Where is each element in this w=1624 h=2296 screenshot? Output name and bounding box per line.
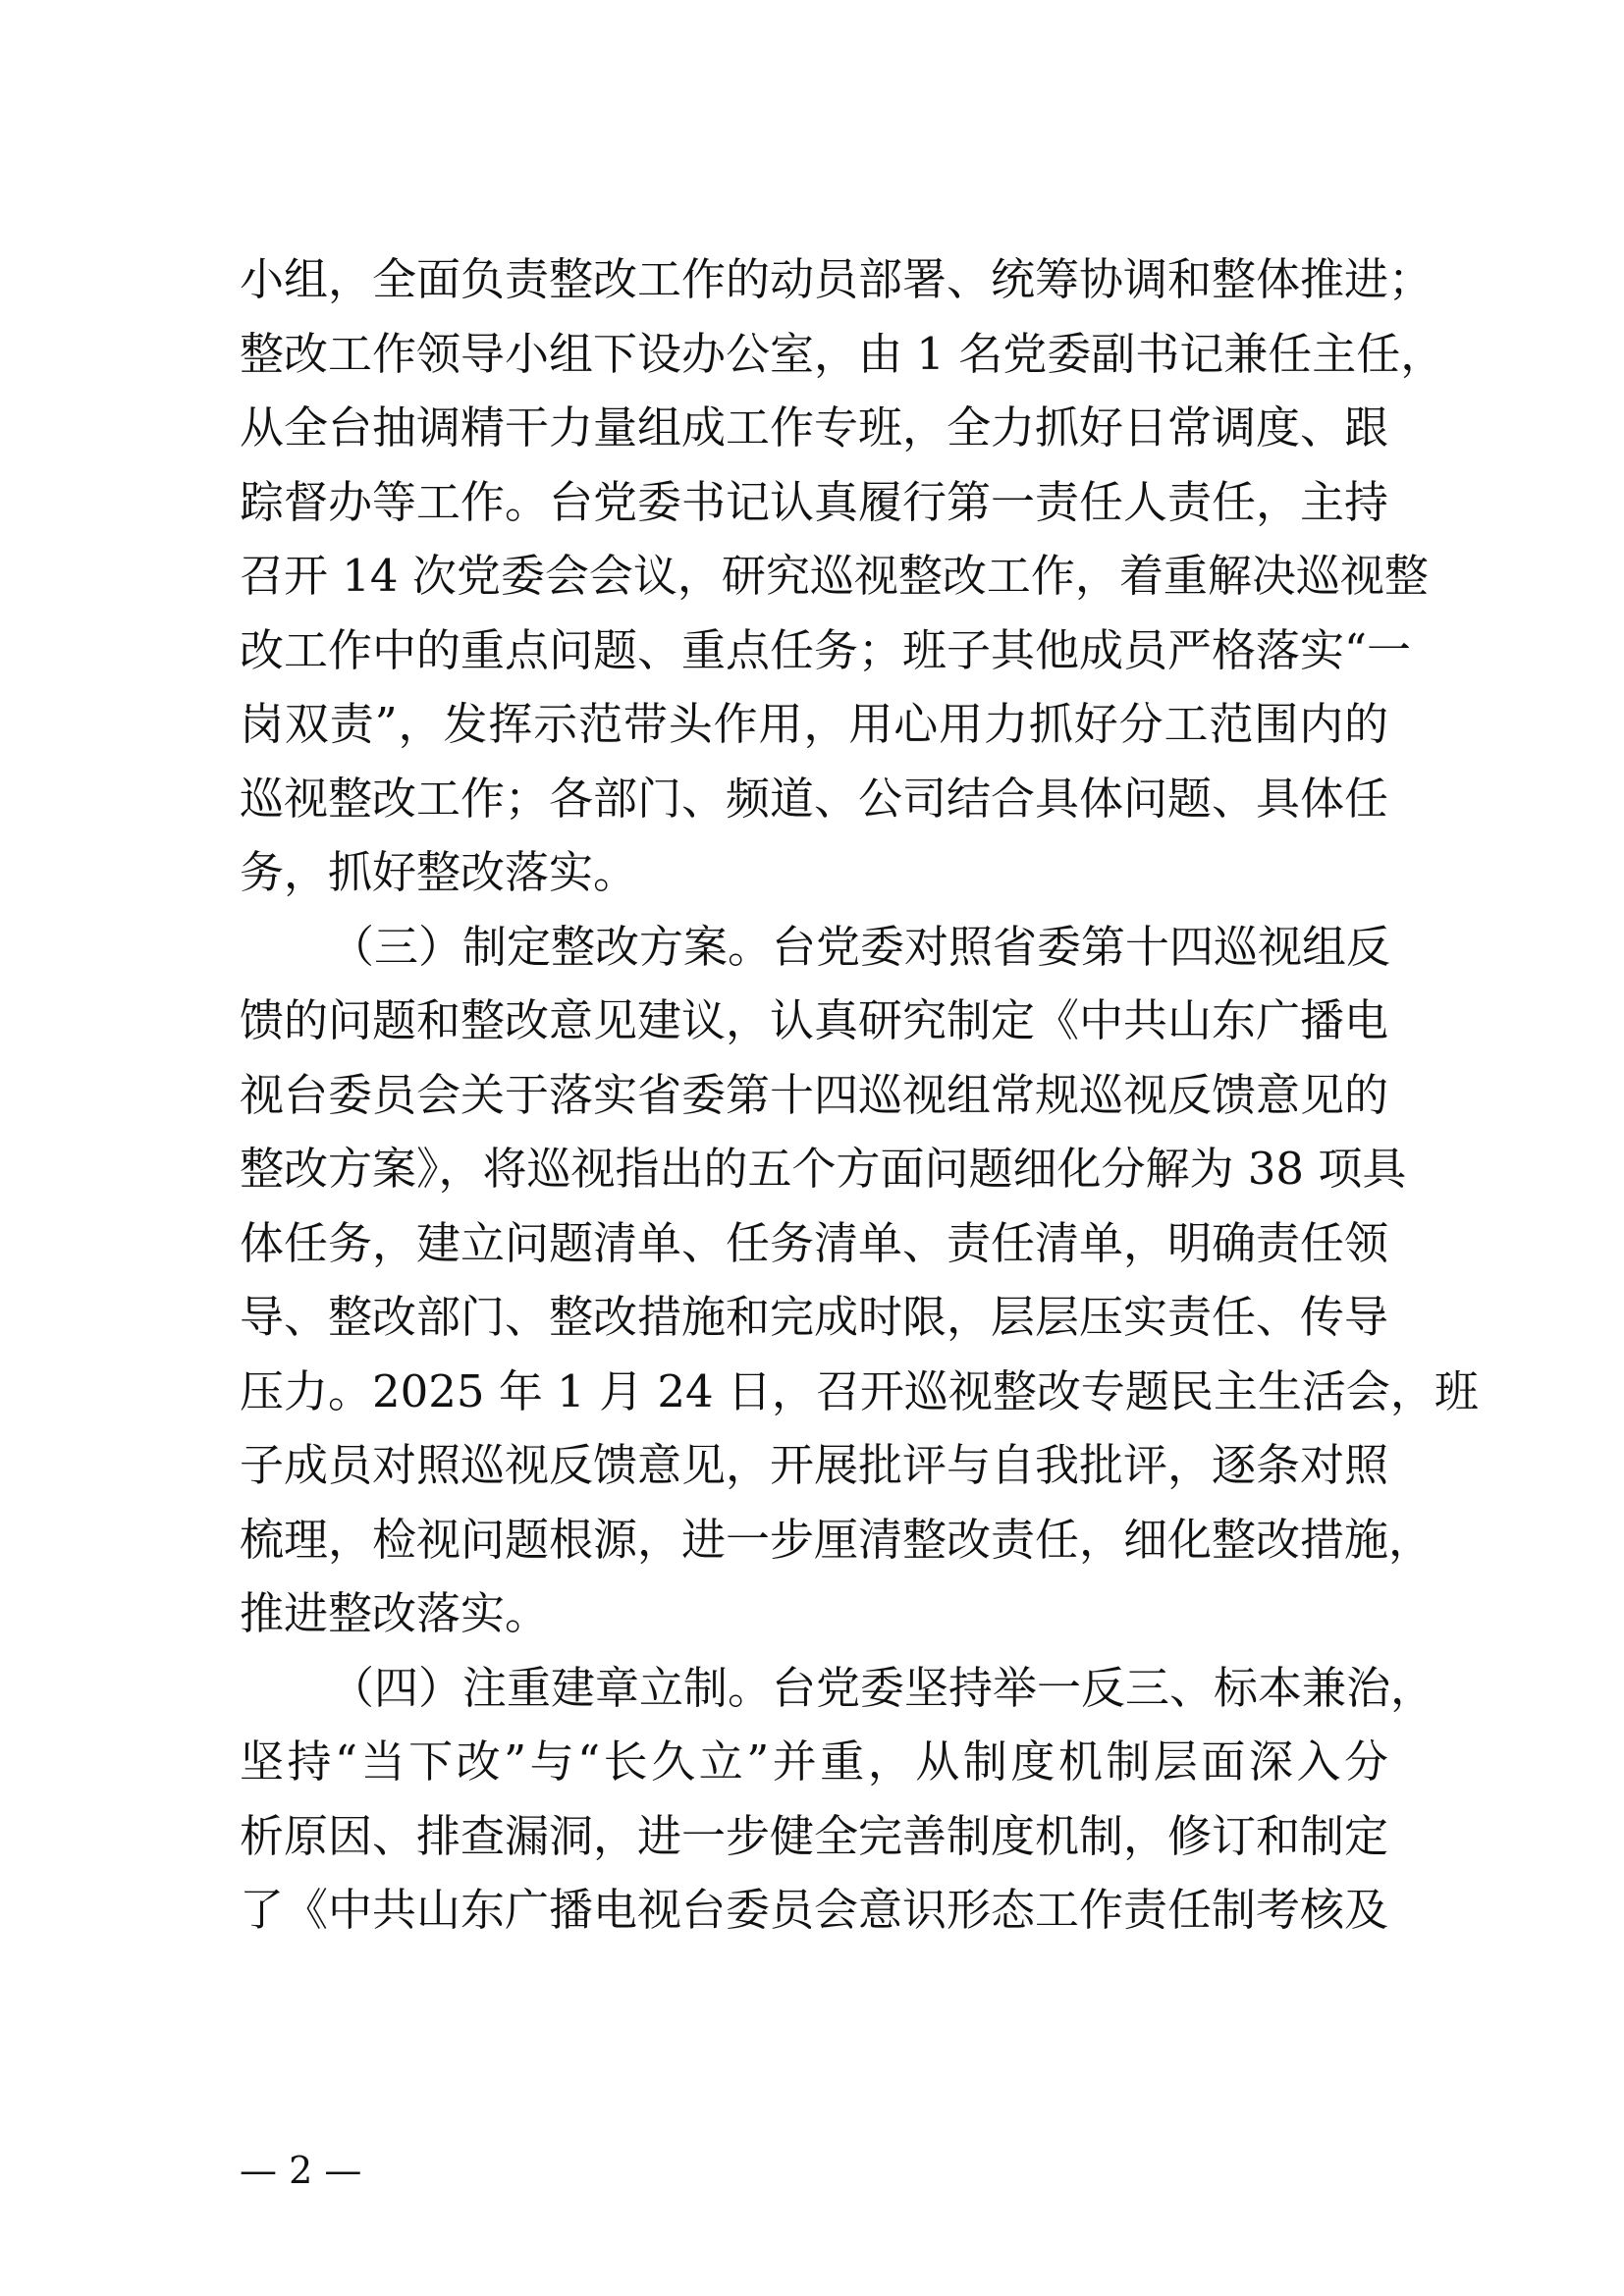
text-line: 踪督办等工作。台党委书记认真履行第一责任人责任，主持 [240, 475, 1389, 528]
text-line: 整改方案》，将巡视指出的五个方面问题细化分解为 38 项具 [240, 1143, 1407, 1195]
text-line: 整改工作领导小组下设办公室，由 1 名党委副书记兼任主任， [240, 327, 1445, 380]
text-line: 导、整改部门、整改措施和完成时限，层层压实责任、传导 [240, 1291, 1389, 1343]
text-line: 压力。2025 年 1 月 24 日，召开巡视整改专题民主生活会，班 [240, 1364, 1479, 1417]
text-line: 体任务，建立问题清单、任务清单、责任清单，明确责任领 [240, 1216, 1389, 1269]
page-number: — 2 — [240, 2149, 362, 2192]
text-line: 改工作中的重点问题、重点任务；班子其他成员严格落实“一 [240, 623, 1412, 676]
text-line: 巡视整改工作；各部门、频道、公司结合具体问题、具体任 [240, 772, 1389, 825]
text-line: 坚持“当下改”与“长久立”并重，从制度机制层面深入分 [240, 1735, 1388, 1788]
text-line: 析原因、排查漏洞，进一步健全完善制度机制，修订和制定 [240, 1809, 1389, 1862]
text-line: 梳理，检视问题根源，进一步厘清整改责任，细化整改措施， [240, 1513, 1434, 1566]
body-text [240, 242, 1479, 1948]
text-line: 从全台抽调精干力量组成工作专班，全力抓好日常调度、跟 [240, 401, 1389, 454]
text-line: 馈的问题和整改意见建议，认真研究制定《中共山东广播电 [240, 994, 1389, 1046]
text-line: 视台委员会关于落实省委第十四巡视组常规巡视反馈意见的 [240, 1068, 1389, 1121]
text-line: 务，抓好整改落实。 [240, 846, 638, 898]
text-line: 小组，全面负责整改工作的动员部署、统筹协调和整体推进； [240, 253, 1434, 305]
text-line: 子成员对照巡视反馈意见，开展批评与自我批评，逐条对照 [240, 1439, 1389, 1491]
text-line: 岗双责”，发挥示范带头作用，用心用力抓好分工范围内的 [240, 698, 1388, 750]
text-line: 推进整改落实。 [240, 1587, 550, 1639]
text-line: 了《中共山东广播电视台委员会意识形态工作责任制考核及 [240, 1884, 1389, 1936]
section-heading-line: （四）注重建章立制。台党委坚持举一反三、标本兼治， [330, 1661, 1435, 1714]
text-line: 召开 14 次党委会会议，研究巡视整改工作，着重解决巡视整 [240, 550, 1429, 602]
section-heading-line: （三）制定整改方案。台党委对照省委第十四巡视组反 [330, 920, 1391, 973]
